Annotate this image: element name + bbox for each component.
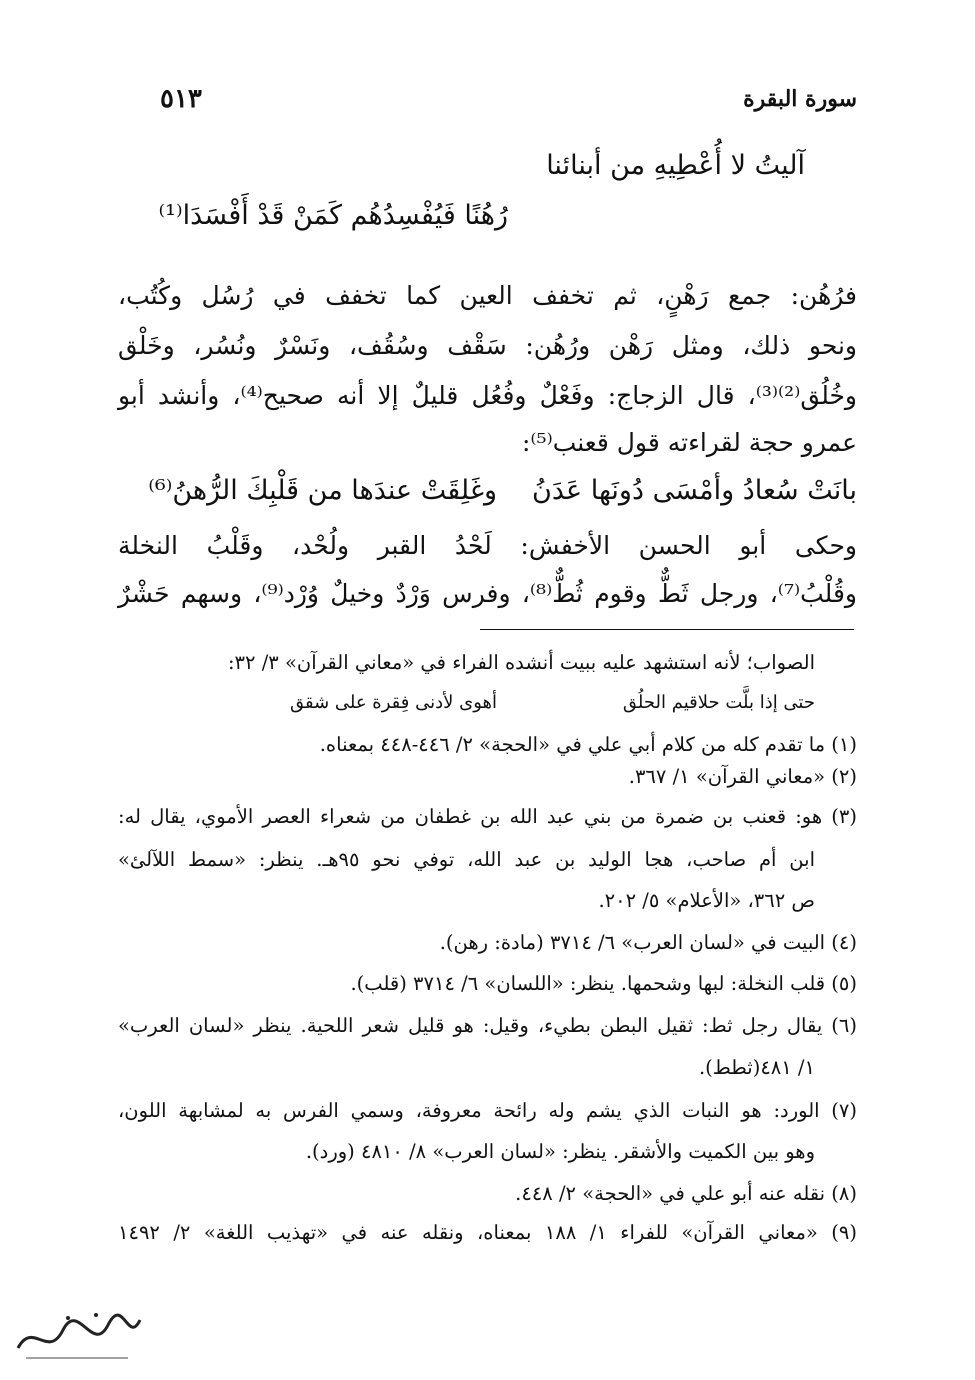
publisher-logo (8, 1300, 148, 1370)
footnote-4: (٤) البيت في «لسان العرب» ٦/ ٣٧١٤ (مادة: رهن). (439, 931, 857, 954)
body-line: وقُلْبُ⁽⁷⁾، ورجل ثَطٌّ وقوم ثُطٌّ⁽⁸⁾، وفرس وَرْدٌ وخيلٌ وُرْد⁽⁹⁾، وسهم حَشْرٌ (118, 579, 857, 608)
footnote-3-line-1: (٣) هو: قعنب بن ضمرة من بني عبد الله بن غطفان من شعراء العصر الأموي، يقال له: (118, 805, 857, 828)
running-header-title: سورة البقرة (743, 86, 857, 112)
body-line: فرُهُن: جمع رَهْنٍ، ثم تخفف العين كما تخفف في رُسُل وكُتُب، (118, 281, 857, 310)
footnote-3-line-3: ص ٣٦٢، «الأعلام» ٥/ ٢٠٢. (598, 889, 815, 912)
footnote-verse-b: أهوى لأدنى فِقرة على شقق (289, 692, 497, 713)
footnote-7-line-2: وهو بين الكميت والأشقر. ينظر: «لسان العرب» ٨/ ٤٨١٠ (ورد). (305, 1140, 815, 1163)
verse2-hemistich-2: وغَلِقَتْ عندَها من قَلْبِكَ الرُّهنُ⁽⁶⁾ (148, 475, 497, 506)
body-line: ونحو ذلك، ومثل رَهْن ورُهُن: سَقْف وسُقُف، ونَسْرٌ ونُسُر، وخَلْق (118, 331, 857, 360)
footnote-6-line-2: ١/ ٤٨١(ثطط). (698, 1056, 815, 1079)
footnote-1: (١) ما تقدم كله من كلام أبي علي في «الحجة» ٢/ ٤٤٦-٤٤٨ بمعناه. (319, 733, 857, 756)
footnote-6-line-1: (٦) يقال رجل ثط: ثقيل البطن بطيء، وقيل: هو قليل شعر اللحية. ينظر «لسان العرب» (118, 1014, 857, 1037)
footnote-9: (٩) «معاني القرآن» للفراء ١/ ١٨٨ بمعناه، ونقله عنه في «تهذيب اللغة» ٢/ ١٤٩٢ (118, 1221, 857, 1244)
footnote-7-line-1: (٧) الورد: هو النبات الذي يشم وله رائحة معروفة، وسمي الفرس به لمشابهة اللون، (118, 1099, 857, 1122)
body-line: عمرو حجة لقراءته قول قعنب⁽⁵⁾: (521, 428, 857, 457)
footnote-8: (٨) نقله عنه أبو علي في «الحجة» ٢/ ٤٤٨. (515, 1182, 857, 1205)
body-line: وحكى أبو الحسن الأخفش: لَحْدُ القبر ولُحْد، وقَلْبُ النخلة (118, 531, 857, 560)
footnote-2: (٢) «معاني القرآن» ١/ ٣٦٧. (628, 765, 857, 788)
footnote-3-line-2: ابن أم صاحب، هجا الوليد بن عبد الله، توفي نحو ٩٥هـ. ينظر: «سمط اللآلئ» (118, 848, 815, 871)
footnote-continuation: الصواب؛ لأنه استشهد عليه ببيت أنشده الفراء في «معاني القرآن» ٣/ ٣٢: (227, 651, 815, 674)
verse-line-2: رُهُنًا فَيُفْسِدُهُم كَمَنْ قَدْ أَفْسَدَا⁽¹⁾ (158, 200, 508, 231)
footnote-5: (٥) قلب النخلة: لبها وشحمها. ينظر: «اللسان» ٦/ ٣٧١٤ (قلب). (350, 972, 857, 995)
verse2-hemistich-1: بانَتْ سُعادُ وأمْسَى دُونَها عَدَنُ (532, 475, 857, 506)
body-line: وخُلُق⁽²⁾⁽³⁾، قال الزجاج: وفَعْلٌ وفُعُل قليلٌ إلا أنه صحيح⁽⁴⁾، وأنشد أبو (118, 381, 857, 410)
verse-line-1: آليتُ لا أُعْطِيهِ من أبنائنا (546, 150, 805, 181)
footnote-verse-a: حتى إذا بلَّت حلاقيم الحلُق (622, 692, 815, 713)
footnote-separator (480, 629, 854, 630)
page-number: ٥١٣ (160, 84, 202, 114)
